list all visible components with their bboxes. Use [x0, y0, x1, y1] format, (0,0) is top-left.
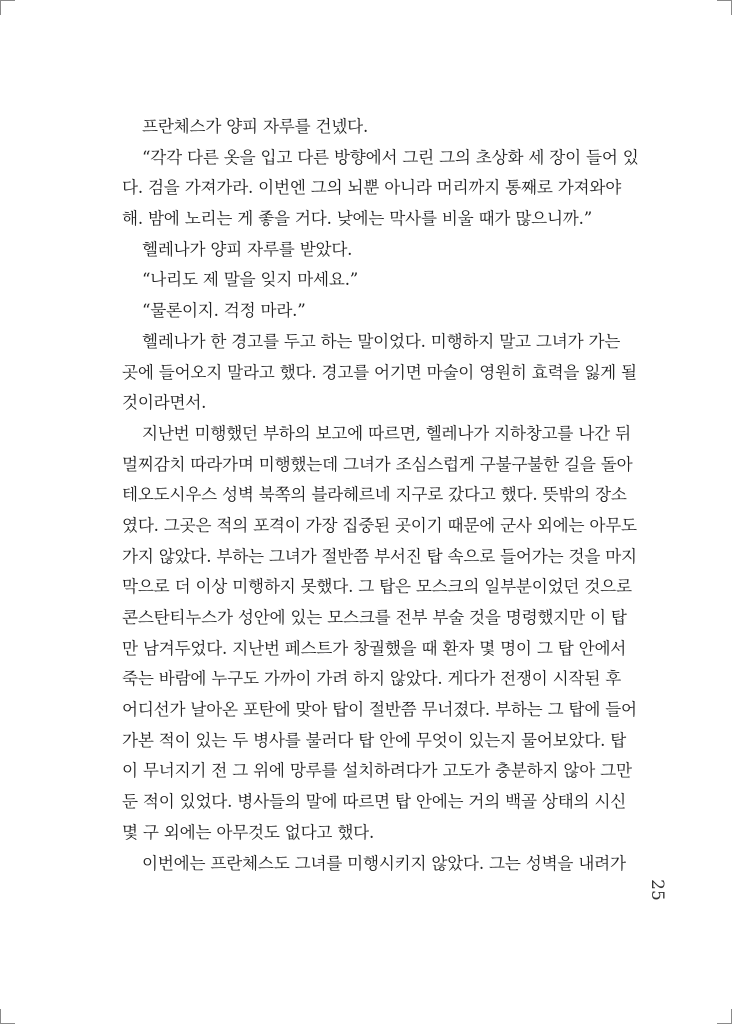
body-text	[122, 112, 639, 879]
text-line: 둔 적이 있었다. 병사들의 말에 따르면 탑 안에는 거의 백골 상태의 시신	[122, 792, 627, 812]
text-line: 것이라면서.	[122, 393, 207, 413]
crop-mark-top-right-h	[717, 0, 732, 1]
text-line: 다. 검을 가져가라. 이번엔 그의 뇌뿐 아니라 머리까지 통째로 가져와야	[122, 178, 622, 198]
text-line: 헬레나가 양피 자루를 받았다.	[142, 239, 353, 259]
text-line: 콘스탄티누스가 성안에 있는 모스크를 전부 부술 것을 명령했지만 이 탑	[122, 608, 627, 627]
text-line: 곳에 들어오지 말라고 했다. 경고를 어기면 마술이 영원히 효력을 잃게 될	[122, 362, 637, 382]
text-line: 멀찌감치 따라가며 미행했는데 그녀가 조심스럽게 구불구불한 길을 돌아	[122, 454, 633, 474]
text-line: 어디선가 날아온 포탄에 맞아 탑이 절반쯤 무너졌다. 부하는 그 탑에 들어	[122, 700, 637, 720]
crop-mark-bottom-left-v	[0, 1009, 1, 1024]
text-line: “물론이지. 걱정 마라.”	[142, 301, 306, 321]
text-line: 몇 구 외에는 아무것도 없다고 했다.	[122, 822, 375, 842]
text-line: 프란체스가 양피 자루를 건넸다.	[142, 117, 369, 136]
text-line: 만 남겨두었다. 지난번 페스트가 창궐했을 때 환자 몇 명이 그 탑 안에서	[122, 638, 627, 658]
text-line: 가본 적이 있는 두 병사를 불러다 탑 안에 무엇이 있는지 물어보았다. 탑	[122, 730, 627, 750]
text-line: “각각 다른 옷을 입고 다른 방향에서 그린 그의 초상화 세 장이 들어 있	[142, 147, 639, 167]
text-line: 헬레나가 한 경고를 두고 하는 말이었다. 미행하지 말고 그녀가 가는	[142, 331, 621, 351]
text-line: 가지 않았다. 부하는 그녀가 절반쯤 부서진 탑 속으로 들어가는 것을 마지	[122, 546, 637, 566]
text-line: 해. 밤에 노리는 게 좋을 거다. 낮에는 막사를 비울 때가 많으니까.”	[122, 209, 592, 229]
text-line: 막으로 더 이상 미행하지 못했다. 그 탑은 모스크의 일부분이었던 것으로	[122, 577, 632, 597]
page-number: 25	[646, 879, 667, 901]
text-line: 였다. 그곳은 적의 포격이 가장 집중된 곳이기 때문에 군사 외에는 아무도	[122, 515, 637, 535]
text-line: 테오도시우스 성벽 북쪽의 블라헤르네 지구로 갔다고 했다. 뜻밖의 장소	[122, 485, 627, 505]
text-line: 이 무너지기 전 그 위에 망루를 설치하려다가 고도가 충분하지 않아 그만	[122, 761, 632, 781]
text-line: 죽는 바람에 누구도 가까이 가려 하지 않았다. 게다가 전쟁이 시작된 후	[122, 669, 622, 689]
text-line: “나리도 제 말을 잊지 마세요.”	[142, 270, 359, 290]
crop-mark-top-left-v	[0, 0, 1, 15]
text-line: 지난번 미행했던 부하의 보고에 따르면, 헬레나가 지하창고를 나간 뒤	[142, 423, 631, 443]
text-line: 이번에는 프란체스도 그녀를 미행시키지 않았다. 그는 성벽을 내려가	[142, 853, 626, 873]
crop-mark-top-left-h	[0, 0, 15, 1]
